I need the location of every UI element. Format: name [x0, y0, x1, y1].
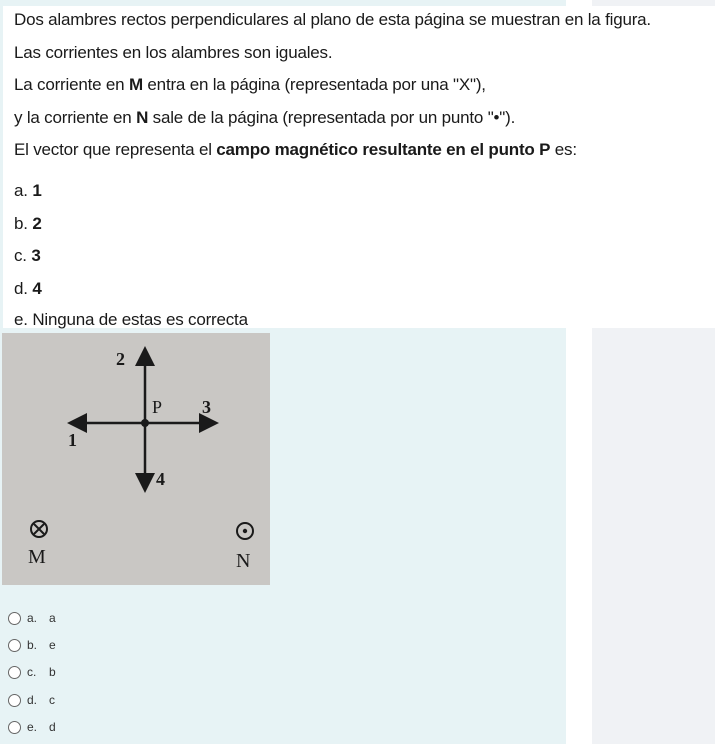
- vector-3-label: 3: [202, 397, 211, 417]
- wire-n-label: N: [236, 550, 251, 572]
- radio-button[interactable]: [8, 694, 21, 707]
- radio-button[interactable]: [8, 612, 21, 625]
- option-text: e: [49, 638, 56, 652]
- vector-4-label: 4: [156, 469, 165, 489]
- option-letter: a.: [27, 611, 38, 625]
- question-text: [3, 6, 715, 328]
- question-line: y la corriente en N sale de la página (representada por un punto "•").: [14, 108, 516, 127]
- vector-2-label: 2: [116, 349, 125, 369]
- question-line: Las corrientes en los alambres son iguales.: [14, 43, 333, 62]
- choice-text: a. 1: [14, 181, 42, 200]
- option-text: b: [49, 665, 56, 679]
- radio-button[interactable]: [8, 639, 21, 652]
- option-letter: d.: [27, 693, 38, 707]
- wire-n-out-of-page-icon: [237, 523, 253, 539]
- point-p-label: P: [152, 397, 163, 417]
- choice-text: c. 3: [14, 246, 41, 265]
- wire-m-into-page-icon: [31, 521, 47, 537]
- question-line: El vector que representa el campo magnético resultante en el punto P es:: [14, 140, 577, 159]
- question-line: Dos alambres rectos perpendiculares al plano de esta página se muestran en la figura.: [14, 10, 651, 29]
- answer-option-b[interactable]: [8, 638, 56, 652]
- answer-option-d[interactable]: [8, 693, 55, 707]
- option-letter: e.: [27, 720, 38, 734]
- answer-option-e[interactable]: [8, 720, 56, 734]
- option-text: a: [49, 611, 56, 625]
- option-letter: b.: [27, 638, 38, 652]
- choice-text: e. Ninguna de estas es correcta: [14, 310, 248, 329]
- vector-1-label: 1: [68, 430, 77, 450]
- choice-text: b. 2: [14, 214, 42, 233]
- radio-button[interactable]: [8, 666, 21, 679]
- option-text: c: [49, 693, 55, 707]
- answer-option-c[interactable]: [8, 665, 56, 679]
- wire-m-label: M: [28, 546, 46, 568]
- option-letter: c.: [27, 665, 37, 679]
- option-text: d: [49, 720, 56, 734]
- radio-button[interactable]: [8, 721, 21, 734]
- point-p-dot: [141, 419, 149, 427]
- answer-option-a[interactable]: [8, 611, 56, 625]
- choice-text: d. 4: [14, 279, 42, 298]
- question-line: La corriente en M entra en la página (representada por una "X"),: [14, 75, 486, 94]
- figure-image: [2, 333, 270, 585]
